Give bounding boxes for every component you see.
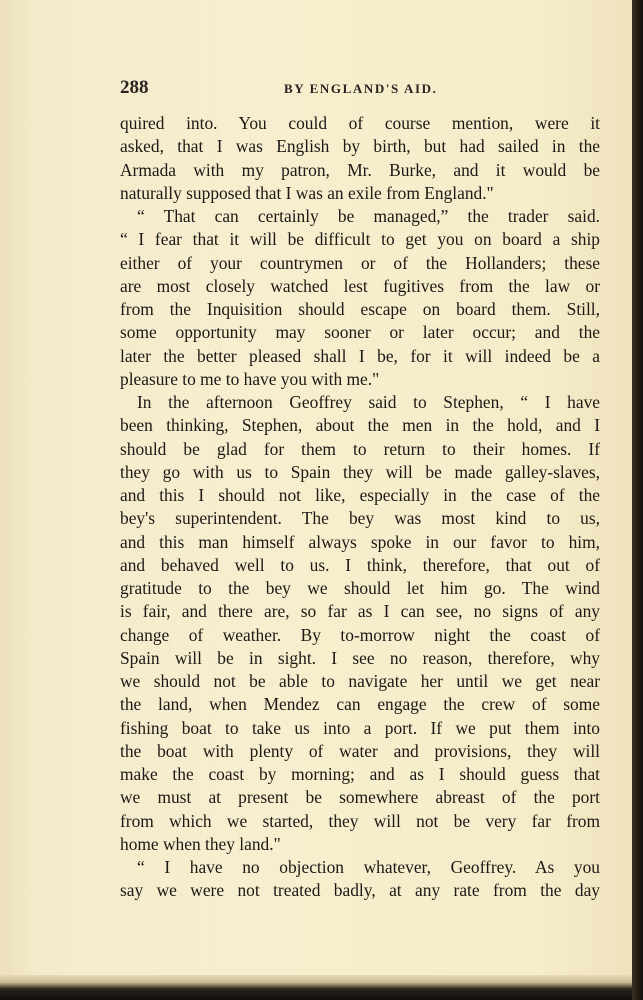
text-line: pleasure to me to have you with me." <box>120 368 380 389</box>
running-title: BY ENGLAND'S AID. <box>284 81 438 96</box>
text-line: “ I fear that it will be difficult to get you on board a ship <box>120 229 600 250</box>
text-line: from which we started, they will not be very far from <box>120 810 600 831</box>
page-edge-bottom <box>0 975 632 1000</box>
text-line: “ That can certainly be managed,” the trader said. <box>137 206 600 226</box>
text-line: say we were not treated badly, at any rate from the day <box>120 880 600 901</box>
text-line: and this man himself always spoke in our favor to him, <box>120 531 600 552</box>
page-edge-right <box>632 0 643 1000</box>
text-line: home when they land." <box>120 833 281 854</box>
running-head <box>120 77 600 101</box>
text-line: been thinking, Stephen, about the men in the hold, and I <box>120 415 600 436</box>
text-line: the land, when Mendez can engage the crew of some <box>120 694 600 715</box>
text-line: change of weather. By to-morrow night the coast of <box>120 624 600 645</box>
text-line: and this I should not like, especially in the case of the <box>120 485 600 505</box>
body-text <box>120 112 600 903</box>
text-line: “ I have no objection whatever, Geoffrey. As you <box>137 857 600 877</box>
text-line: Armada with my patron, Mr. Burke, and it would be <box>120 159 600 180</box>
text-line: Spain will be in sight. I see no reason, therefore, why <box>120 647 600 668</box>
text-line: asked, that I was English by birth, but had sailed in the <box>120 136 600 157</box>
text-line: gratitude to the bey we should let him go. The wind <box>120 578 600 598</box>
text-line: quired into. You could of course mention, were it <box>120 113 600 133</box>
page-number: 288 <box>120 77 149 98</box>
text-line: we should not be able to navigate her until we get near <box>120 671 600 691</box>
text-line: make the coast by morning; and as I should guess that <box>120 764 600 784</box>
text-line: either of your countrymen or of the Hollanders; these <box>120 252 600 273</box>
text-line: bey's superintendent. The bey was most kind to us, <box>120 508 600 529</box>
text-line: they go with us to Spain they will be made galley-slaves, <box>120 461 600 482</box>
text-line: some opportunity may sooner or later occur; and the <box>120 322 600 343</box>
text-line: is fair, and there are, so far as I can see, no signs of any <box>120 601 600 622</box>
text-line: should be glad for them to return to their homes. If <box>120 438 600 459</box>
text-line: are most closely watched lest fugitives from the law or <box>120 275 600 296</box>
text-line: naturally supposed that I was an exile from England." <box>120 182 494 203</box>
text-line: and behaved well to us. I think, therefore, that out of <box>120 554 600 575</box>
text-line: later the better pleased shall I be, for it will indeed be a <box>120 345 600 366</box>
text-line: In the afternoon Geoffrey said to Stephen, “ I have <box>137 392 600 412</box>
text-line: fishing boat to take us into a port. If we put them into <box>120 717 600 738</box>
text-line: from the Inquisition should escape on board them. Still, <box>120 299 600 319</box>
text-line: the boat with plenty of water and provisions, they will <box>120 740 600 761</box>
text-line: we must at present be somewhere abreast of the port <box>120 787 600 808</box>
